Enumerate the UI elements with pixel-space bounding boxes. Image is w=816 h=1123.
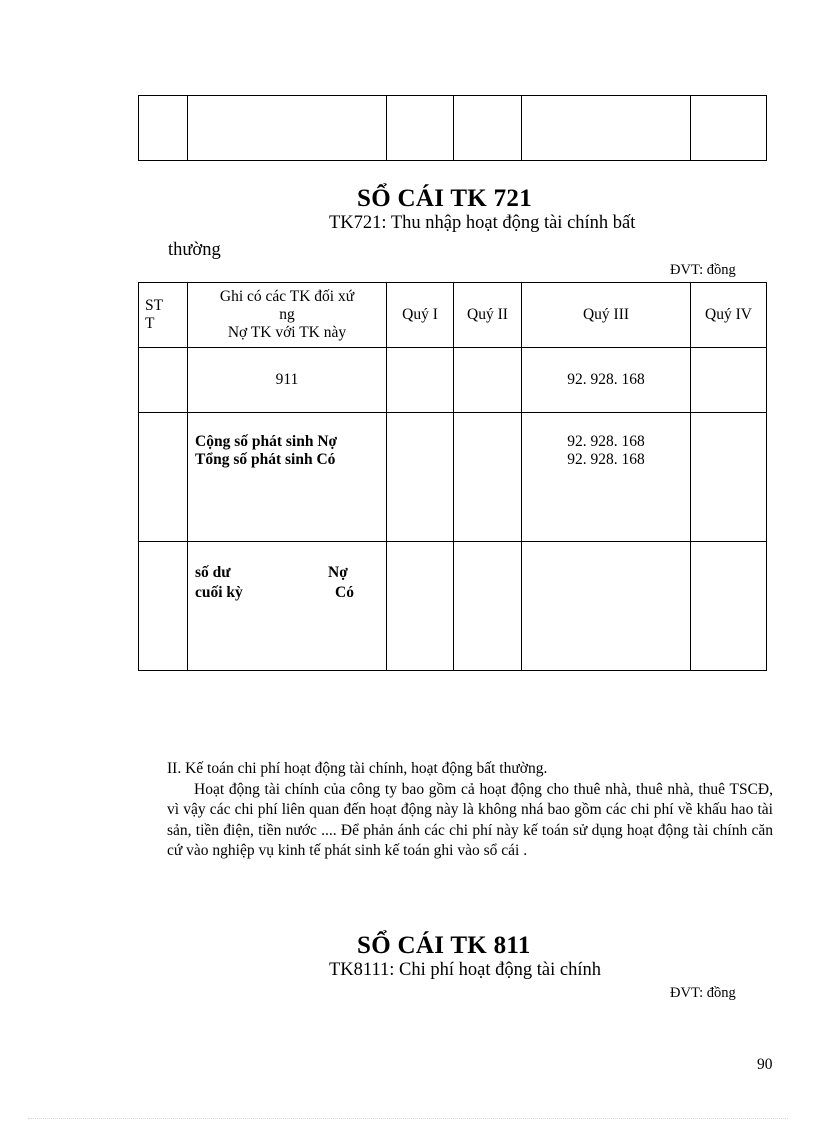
header-q1: Quý I <box>387 283 454 348</box>
section-2 <box>167 759 773 862</box>
row3-stt <box>139 542 188 671</box>
empty-cell <box>188 96 387 161</box>
empty-cell <box>691 96 767 161</box>
row3-q2 <box>454 542 522 671</box>
header-q3: Quý III <box>522 283 691 348</box>
row1-q2 <box>454 348 522 413</box>
ledger-811-title: SỔ CÁI TK 811 <box>357 932 531 959</box>
header-account-line2: ng <box>279 306 295 323</box>
row1-q4 <box>691 348 767 413</box>
row2-q2 <box>454 413 522 542</box>
page-number: 90 <box>757 1056 773 1073</box>
total-debit-label: Cộng số phát sinh Nợ <box>195 433 338 450</box>
closing-balance-line2 <box>195 584 386 604</box>
total-credit-value: 92. 928. 168 <box>567 451 645 468</box>
header-row <box>139 283 767 348</box>
table-row <box>139 542 767 671</box>
row1-q1 <box>387 348 454 413</box>
row2-labels <box>188 413 387 542</box>
row2-q3 <box>522 413 691 542</box>
row3-q1 <box>387 542 454 671</box>
empty-cell <box>522 96 691 161</box>
ledger-721-subtitle-line2: thường <box>168 240 221 260</box>
row2-q4 <box>691 413 767 542</box>
ledger-721-unit: ĐVT: đồng <box>670 262 736 278</box>
closing-balance-label: số dư <box>195 564 231 581</box>
ledger-811-unit: ĐVT: đồng <box>670 985 736 1001</box>
ledger-811-subtitle: TK8111: Chi phí hoạt động tài chính <box>329 960 601 980</box>
header-q4: Quý IV <box>691 283 767 348</box>
row2-q1 <box>387 413 454 542</box>
empty-cell <box>139 96 188 161</box>
row1-account: 911 <box>188 348 387 413</box>
header-stt-line1: ST <box>145 297 164 314</box>
closing-balance-line1 <box>195 564 386 584</box>
row2-stt <box>139 413 188 542</box>
total-debit-value: 92. 928. 168 <box>567 433 645 450</box>
header-account-line1: Ghi có các TK đối xứ <box>219 288 355 305</box>
row1-stt <box>139 348 188 413</box>
section-2-body: Hoạt động tài chính của công ty bao gồm cả hoạt động cho thuê nhà, thuê nhà, thuê TSCĐ, vì vậy các chi phí liên quan đến hoạt động này là không nhá bao gồm các chi phí về khấu hao tài sản, tiền điện, tiền nước .... Để phản ánh các chi phí này kế toán sử dụng hoạt động tài chính căn cứ vào nghiệp vụ kinh tế phát sinh kế toán ghi vào sổ cái . <box>167 780 773 859</box>
header-account-line3: Nợ TK với TK này <box>227 324 347 341</box>
previous-table-fragment <box>138 95 767 161</box>
empty-cell <box>454 96 522 161</box>
empty-cell <box>387 96 454 161</box>
ledger-721-title: SỔ CÁI TK 721 <box>357 185 533 212</box>
end-of-period-label: cuối kỳ <box>195 584 243 601</box>
ledger-721-subtitle-line1: TK721: Thu nhập hoạt động tài chính bất <box>329 213 636 233</box>
header-q2: Quý II <box>454 283 522 348</box>
table-row <box>139 348 767 413</box>
ledger-721-table <box>138 282 767 671</box>
total-credit-label: Tổng số phát sinh Có <box>195 451 336 468</box>
row3-q3 <box>522 542 691 671</box>
row3-labels <box>188 542 387 671</box>
closing-credit-label: Có <box>335 584 354 601</box>
row3-q4 <box>691 542 767 671</box>
header-stt <box>139 283 188 348</box>
closing-debit-label: Nợ <box>328 564 348 581</box>
section-2-heading: II. Kế toán chi phí hoạt động tài chính, hoạt động bất thường. <box>167 760 548 777</box>
table-row <box>139 413 767 542</box>
page-bottom-divider <box>28 1118 788 1119</box>
header-account <box>188 283 387 348</box>
row1-q3: 92. 928. 168 <box>522 348 691 413</box>
header-stt-line2: T <box>145 315 155 332</box>
